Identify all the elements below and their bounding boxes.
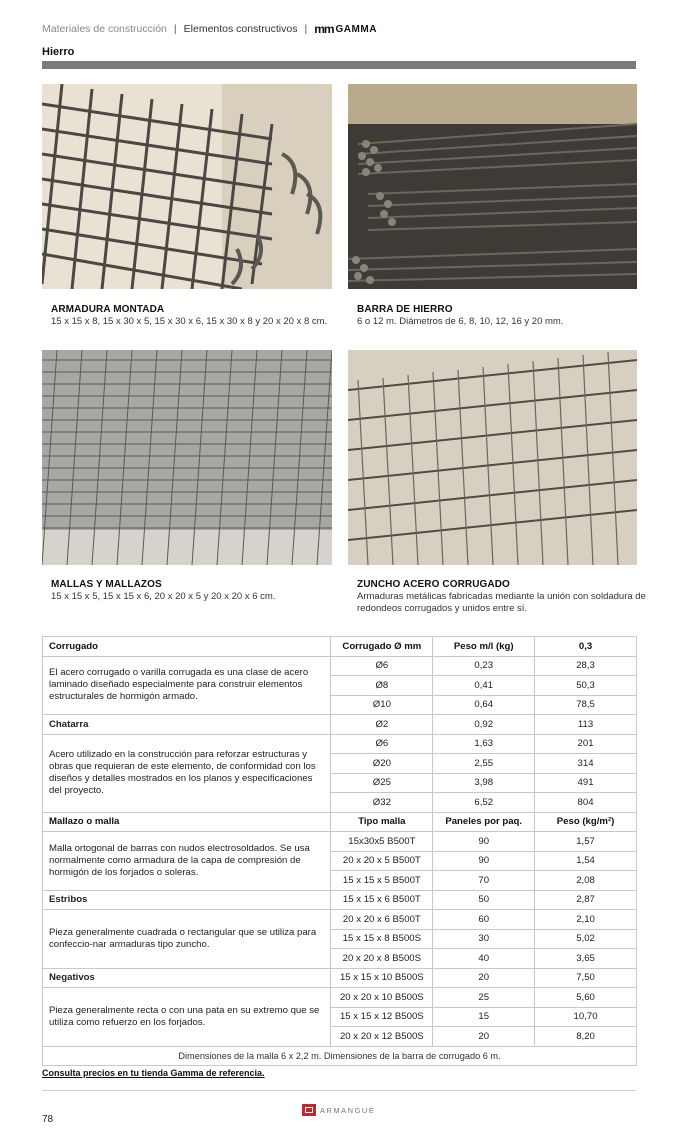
table-row <box>43 656 637 676</box>
table-col-header: Corrugado Ø mm <box>331 637 433 657</box>
table-cell: Ø8 <box>331 676 433 696</box>
table-cell: 15 x 15 x 12 B500S <box>331 1007 433 1027</box>
table-description: El acero corrugado o varilla corrugada es una clase de acero laminado diseñado especialmente para construir elementos estructurales de hormigón armado. <box>43 656 331 715</box>
table-cell: 15 <box>433 1007 535 1027</box>
brand-name: GAMMA <box>335 23 377 35</box>
table-cell: 20 x 20 x 6 B500T <box>331 910 433 930</box>
table-col-header: Peso m/l (kg) <box>433 637 535 657</box>
breadcrumb-elementos[interactable]: Elementos constructivos <box>183 23 298 35</box>
table-col-header: Tipo malla <box>331 812 433 832</box>
armadura-montada-image <box>42 84 332 289</box>
table-group-label: Estribos <box>43 890 331 910</box>
table-group-label: Negativos <box>43 968 331 988</box>
store-name: ARMANGUÉ <box>320 1105 376 1115</box>
table-cell: Ø2 <box>331 715 433 735</box>
table-cell: 15 x 15 x 5 B500T <box>331 871 433 891</box>
table-cell: 20 x 20 x 12 B500S <box>331 1027 433 1047</box>
product-description: Armaduras metálicas fabricadas mediante la unión con soldadura de <box>357 591 646 602</box>
table-header-row <box>43 637 637 657</box>
table-cell: 5,02 <box>535 929 637 949</box>
table-cell: 0,41 <box>433 676 535 696</box>
product-title: BARRA DE HIERRO <box>357 304 453 315</box>
table-description: Malla ortogonal de barras con nudos electrosoldados. Se usa normalmente como armadura de la capa de compresión de hormigón de los forjados o soleras. <box>43 832 331 891</box>
table-cell: 5,60 <box>535 988 637 1008</box>
section-title: Hierro <box>42 46 75 58</box>
table-cell: 804 <box>535 793 637 813</box>
table-cell: 2,55 <box>433 754 535 774</box>
table-description: Pieza generalmente cuadrada o rectangular que se utiliza para confeccio-nar armaduras tipo zuncho. <box>43 910 331 969</box>
table-group-label: Mallazo o malla <box>43 812 331 832</box>
table-cell: 50 <box>433 890 535 910</box>
page-number: 78 <box>42 1114 54 1125</box>
table-cell: 30 <box>433 929 535 949</box>
table-cell: 20 <box>433 968 535 988</box>
table-col-header: Peso (kg/m²) <box>535 812 637 832</box>
footer-brand <box>302 1104 375 1116</box>
table-row <box>43 832 637 852</box>
table-row <box>43 734 637 754</box>
table-row <box>43 715 637 735</box>
table-cell: 28,3 <box>535 656 637 676</box>
section-divider-bar <box>42 61 636 69</box>
table-cell: 20 x 20 x 8 B500S <box>331 949 433 969</box>
table-cell: Ø20 <box>331 754 433 774</box>
table-col-header: Paneles por paq. <box>433 812 535 832</box>
breadcrumb <box>42 22 377 36</box>
mallas-mallazos-image <box>42 350 332 565</box>
table-row <box>43 988 637 1008</box>
store-logo-icon <box>302 1104 316 1116</box>
table-cell: 1,63 <box>433 734 535 754</box>
table-cell: 90 <box>433 832 535 852</box>
table-cell: 7,50 <box>535 968 637 988</box>
table-cell: 8,20 <box>535 1027 637 1047</box>
product-description: 6 o 12 m. Diámetros de 6, 8, 10, 12, 16 y 20 mm. <box>357 316 564 327</box>
table-cell: 50,3 <box>535 676 637 696</box>
table-cell: 491 <box>535 773 637 793</box>
product-title: ARMADURA MONTADA <box>51 304 165 315</box>
table-cell: 90 <box>433 851 535 871</box>
table-cell: 201 <box>535 734 637 754</box>
table-header-row <box>43 812 637 832</box>
table-cell: 25 <box>433 988 535 1008</box>
table-cell: Ø32 <box>331 793 433 813</box>
product-description: 15 x 15 x 8, 15 x 30 x 5, 15 x 30 x 6, 15 x 30 x 8 y 20 x 20 x 8 cm. <box>51 316 328 327</box>
table-cell: Ø6 <box>331 656 433 676</box>
table-cell: 3,65 <box>535 949 637 969</box>
table-row <box>43 968 637 988</box>
table-cell: 15 x 15 x 8 B500S <box>331 929 433 949</box>
table-cell: 0,92 <box>433 715 535 735</box>
breadcrumb-separator: | <box>173 23 177 35</box>
breadcrumb-materiales[interactable]: Materiales de construcción <box>42 23 167 35</box>
price-note: Consulta precios en tu tienda Gamma de referencia. <box>42 1068 265 1078</box>
table-cell: 2,10 <box>535 910 637 930</box>
table-row <box>43 890 637 910</box>
table-cell: Ø6 <box>331 734 433 754</box>
table-cell: 314 <box>535 754 637 774</box>
barra-de-hierro-image <box>348 84 637 289</box>
table-description: Acero utilizado en la construcción para reforzar estructuras y obras que requieran de este elemento, de conformidad con los diseños y detalles mostrados en los planos y especificaciones del proyecto. <box>43 734 331 812</box>
table-cell: 15 x 15 x 10 B500S <box>331 968 433 988</box>
table-cell: 15 x 15 x 6 B500T <box>331 890 433 910</box>
table-group-label: Chatarra <box>43 715 331 735</box>
table-cell: 1,54 <box>535 851 637 871</box>
gamma-logo-icon: mm <box>314 22 334 36</box>
product-description: 15 x 15 x 5, 15 x 15 x 6, 20 x 20 x 5 y 20 x 20 x 6 cm. <box>51 591 276 602</box>
table-footer-row <box>43 1046 637 1066</box>
table-row <box>43 910 637 930</box>
table-cell: 70 <box>433 871 535 891</box>
table-cell: 20 x 20 x 5 B500T <box>331 851 433 871</box>
table-cell: 2,87 <box>535 890 637 910</box>
product-title: MALLAS Y MALLAZOS <box>51 579 162 590</box>
table-cell: 0,64 <box>433 695 535 715</box>
table-description: Pieza generalmente recta o con una pata en su extremo que se utiliza como refuerzo en los forjados. <box>43 988 331 1047</box>
table-cell: 78,5 <box>535 695 637 715</box>
table-col-header: 0,3 <box>535 637 637 657</box>
table-cell: 1,57 <box>535 832 637 852</box>
table-cell: 113 <box>535 715 637 735</box>
breadcrumb-separator: | <box>304 23 308 35</box>
table-cell: 20 x 20 x 10 B500S <box>331 988 433 1008</box>
table-cell: 60 <box>433 910 535 930</box>
table-cell: 6,52 <box>433 793 535 813</box>
footer-divider <box>42 1090 636 1091</box>
table-footnote: Dimensiones de la malla 6 x 2,2 m. Dimensiones de la barra de corrugado 6 m. <box>43 1046 637 1066</box>
table-cell: 15x30x5 B500T <box>331 832 433 852</box>
spec-table <box>42 636 637 1066</box>
table-cell: 3,98 <box>433 773 535 793</box>
table-cell: 2,08 <box>535 871 637 891</box>
table-cell: Ø25 <box>331 773 433 793</box>
table-cell: 40 <box>433 949 535 969</box>
product-description: redondeos corrugados y unidos entre sí. <box>357 603 528 614</box>
zuncho-acero-image <box>348 350 637 565</box>
table-cell: Ø10 <box>331 695 433 715</box>
table-cell: 0,23 <box>433 656 535 676</box>
table-group-label: Corrugado <box>43 637 331 657</box>
table-cell: 10,70 <box>535 1007 637 1027</box>
product-title: ZUNCHO ACERO CORRUGADO <box>357 579 510 590</box>
table-cell: 20 <box>433 1027 535 1047</box>
